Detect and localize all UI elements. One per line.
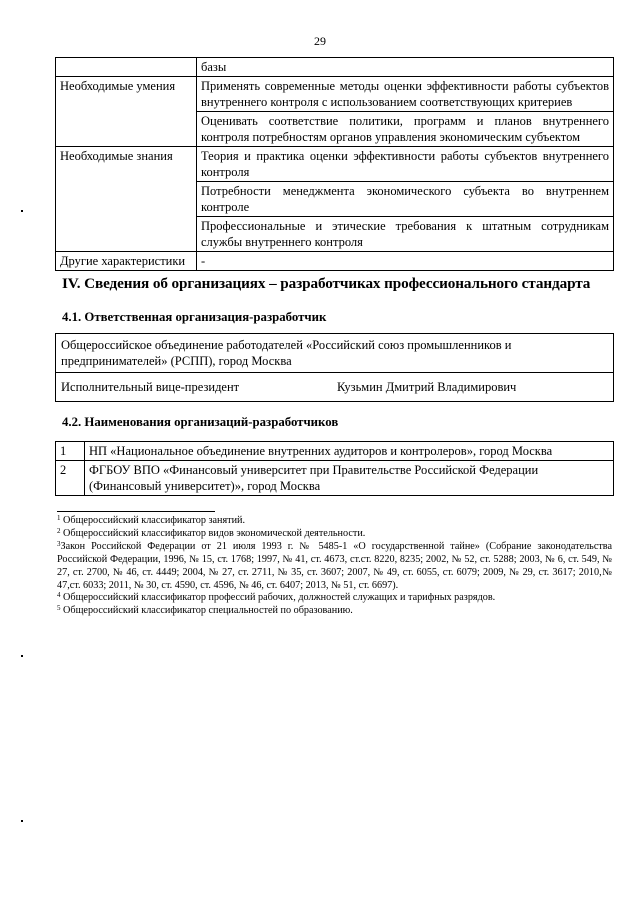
row-label	[56, 58, 197, 77]
footnote	[57, 592, 612, 605]
section-title: IV. Сведения об организациях – разработчиках профессионального стандарта	[62, 275, 591, 292]
row-value: Применять современные методы оценки эффективности работы субъектов внутреннего контроля с использованием соответствующих критериев	[197, 77, 614, 112]
table-row	[56, 373, 614, 402]
person-name: Кузьмин Дмитрий Владимирович	[337, 380, 517, 394]
row-value: Теория и практика оценки эффективности работы субъектов внутреннего контроля	[197, 147, 614, 182]
row-number: 2	[56, 461, 85, 496]
developers-heading: 4.2. Наименования организаций-разработчиков	[62, 415, 339, 429]
row-value: -	[197, 252, 614, 271]
footnote-text: Общероссийский классификатор занятий.	[63, 515, 246, 526]
position-title: Исполнительный вице-президент	[61, 380, 240, 394]
row-value: Профессиональные и этические требования к штатным сотрудникам службы внутреннего контроля	[197, 217, 614, 252]
footnote-text: Закон Российской Федерации от 21 июля 1993 г. № 5485-1 «О государственной тайне» (Собрание законодательства Российской Федерации, 1996, № 15, ст. 1768; 1997, № 41, ст. 4673, ст.ст. 8220, 8235; 2002, № 52, ст. 5288; 2003, № 6, ст. 549, № 27, ст. 2700, № 46, ст. 4449; 2004, № 27, ст. 2711, № 35, ст. 3607; 2007, № 49, ст. 6055, ст. 6079; 2009, № 29, ст. 3617; 2010,№ 47,ст. 6033; 2011, № 30, ст. 4590, ст. 4596, № 46, ст. 6407; 2013, № 51, ст. 6697).	[57, 540, 612, 591]
responsible-organization: Общероссийское объединение работодателей «Российский союз промышленников и предпринимателей» (РСПП), город Москва	[56, 334, 614, 373]
row-value: Оценивать соответствие политики, программ и планов внутреннего контроля потребностям органов управления экономическим субъектом	[197, 112, 614, 147]
developer-name: ФГБОУ ВПО «Финансовый университет при Правительстве Российской Федерации (Финансовый университет)», город Москва	[85, 461, 614, 496]
table-row	[56, 461, 614, 496]
page-number: 29	[314, 34, 326, 48]
footnote-text: Общероссийский классификатор видов экономической деятельности.	[63, 527, 366, 539]
scan-speck	[21, 655, 23, 657]
footnote	[57, 528, 612, 541]
table-row	[56, 334, 614, 373]
table-row	[56, 58, 614, 77]
table-row	[56, 252, 614, 271]
developer-name: НП «Национальное объединение внутренних аудиторов и контролеров», город Москва	[85, 442, 614, 461]
table-row	[56, 77, 614, 112]
footnote-text: Общероссийский классификатор специальностей по образованию.	[63, 605, 353, 617]
developers-table	[55, 441, 614, 496]
responsible-heading: 4.1. Ответственная организация-разработчик	[62, 310, 327, 324]
scan-speck	[21, 820, 23, 822]
footnote-text: Общероссийский классификатор профессий рабочих, должностей служащих и тарифных разрядов.	[63, 592, 496, 604]
row-label: Другие характеристики	[56, 252, 197, 271]
row-label: Необходимые умения	[56, 77, 197, 147]
footnote-mark: 2	[57, 526, 61, 535]
footnote	[57, 541, 612, 593]
footnote	[57, 605, 612, 618]
responsible-signatory	[56, 373, 614, 402]
table-row	[56, 442, 614, 461]
row-value: базы	[197, 58, 614, 77]
footnote	[57, 515, 612, 528]
table-row	[56, 147, 614, 182]
footnote-mark: 3	[57, 539, 61, 548]
skills-table	[55, 57, 614, 271]
responsible-table	[55, 333, 614, 402]
footnote-mark: 4	[57, 591, 61, 600]
footnotes	[57, 515, 612, 618]
scan-speck	[21, 210, 23, 212]
row-label: Необходимые знания	[56, 147, 197, 252]
footnote-mark: 1	[57, 514, 61, 522]
row-value: Потребности менеджмента экономического субъекта во внутреннем контроле	[197, 182, 614, 217]
footnote-divider	[57, 511, 215, 512]
row-number: 1	[56, 442, 85, 461]
footnote-mark: 5	[57, 604, 61, 613]
